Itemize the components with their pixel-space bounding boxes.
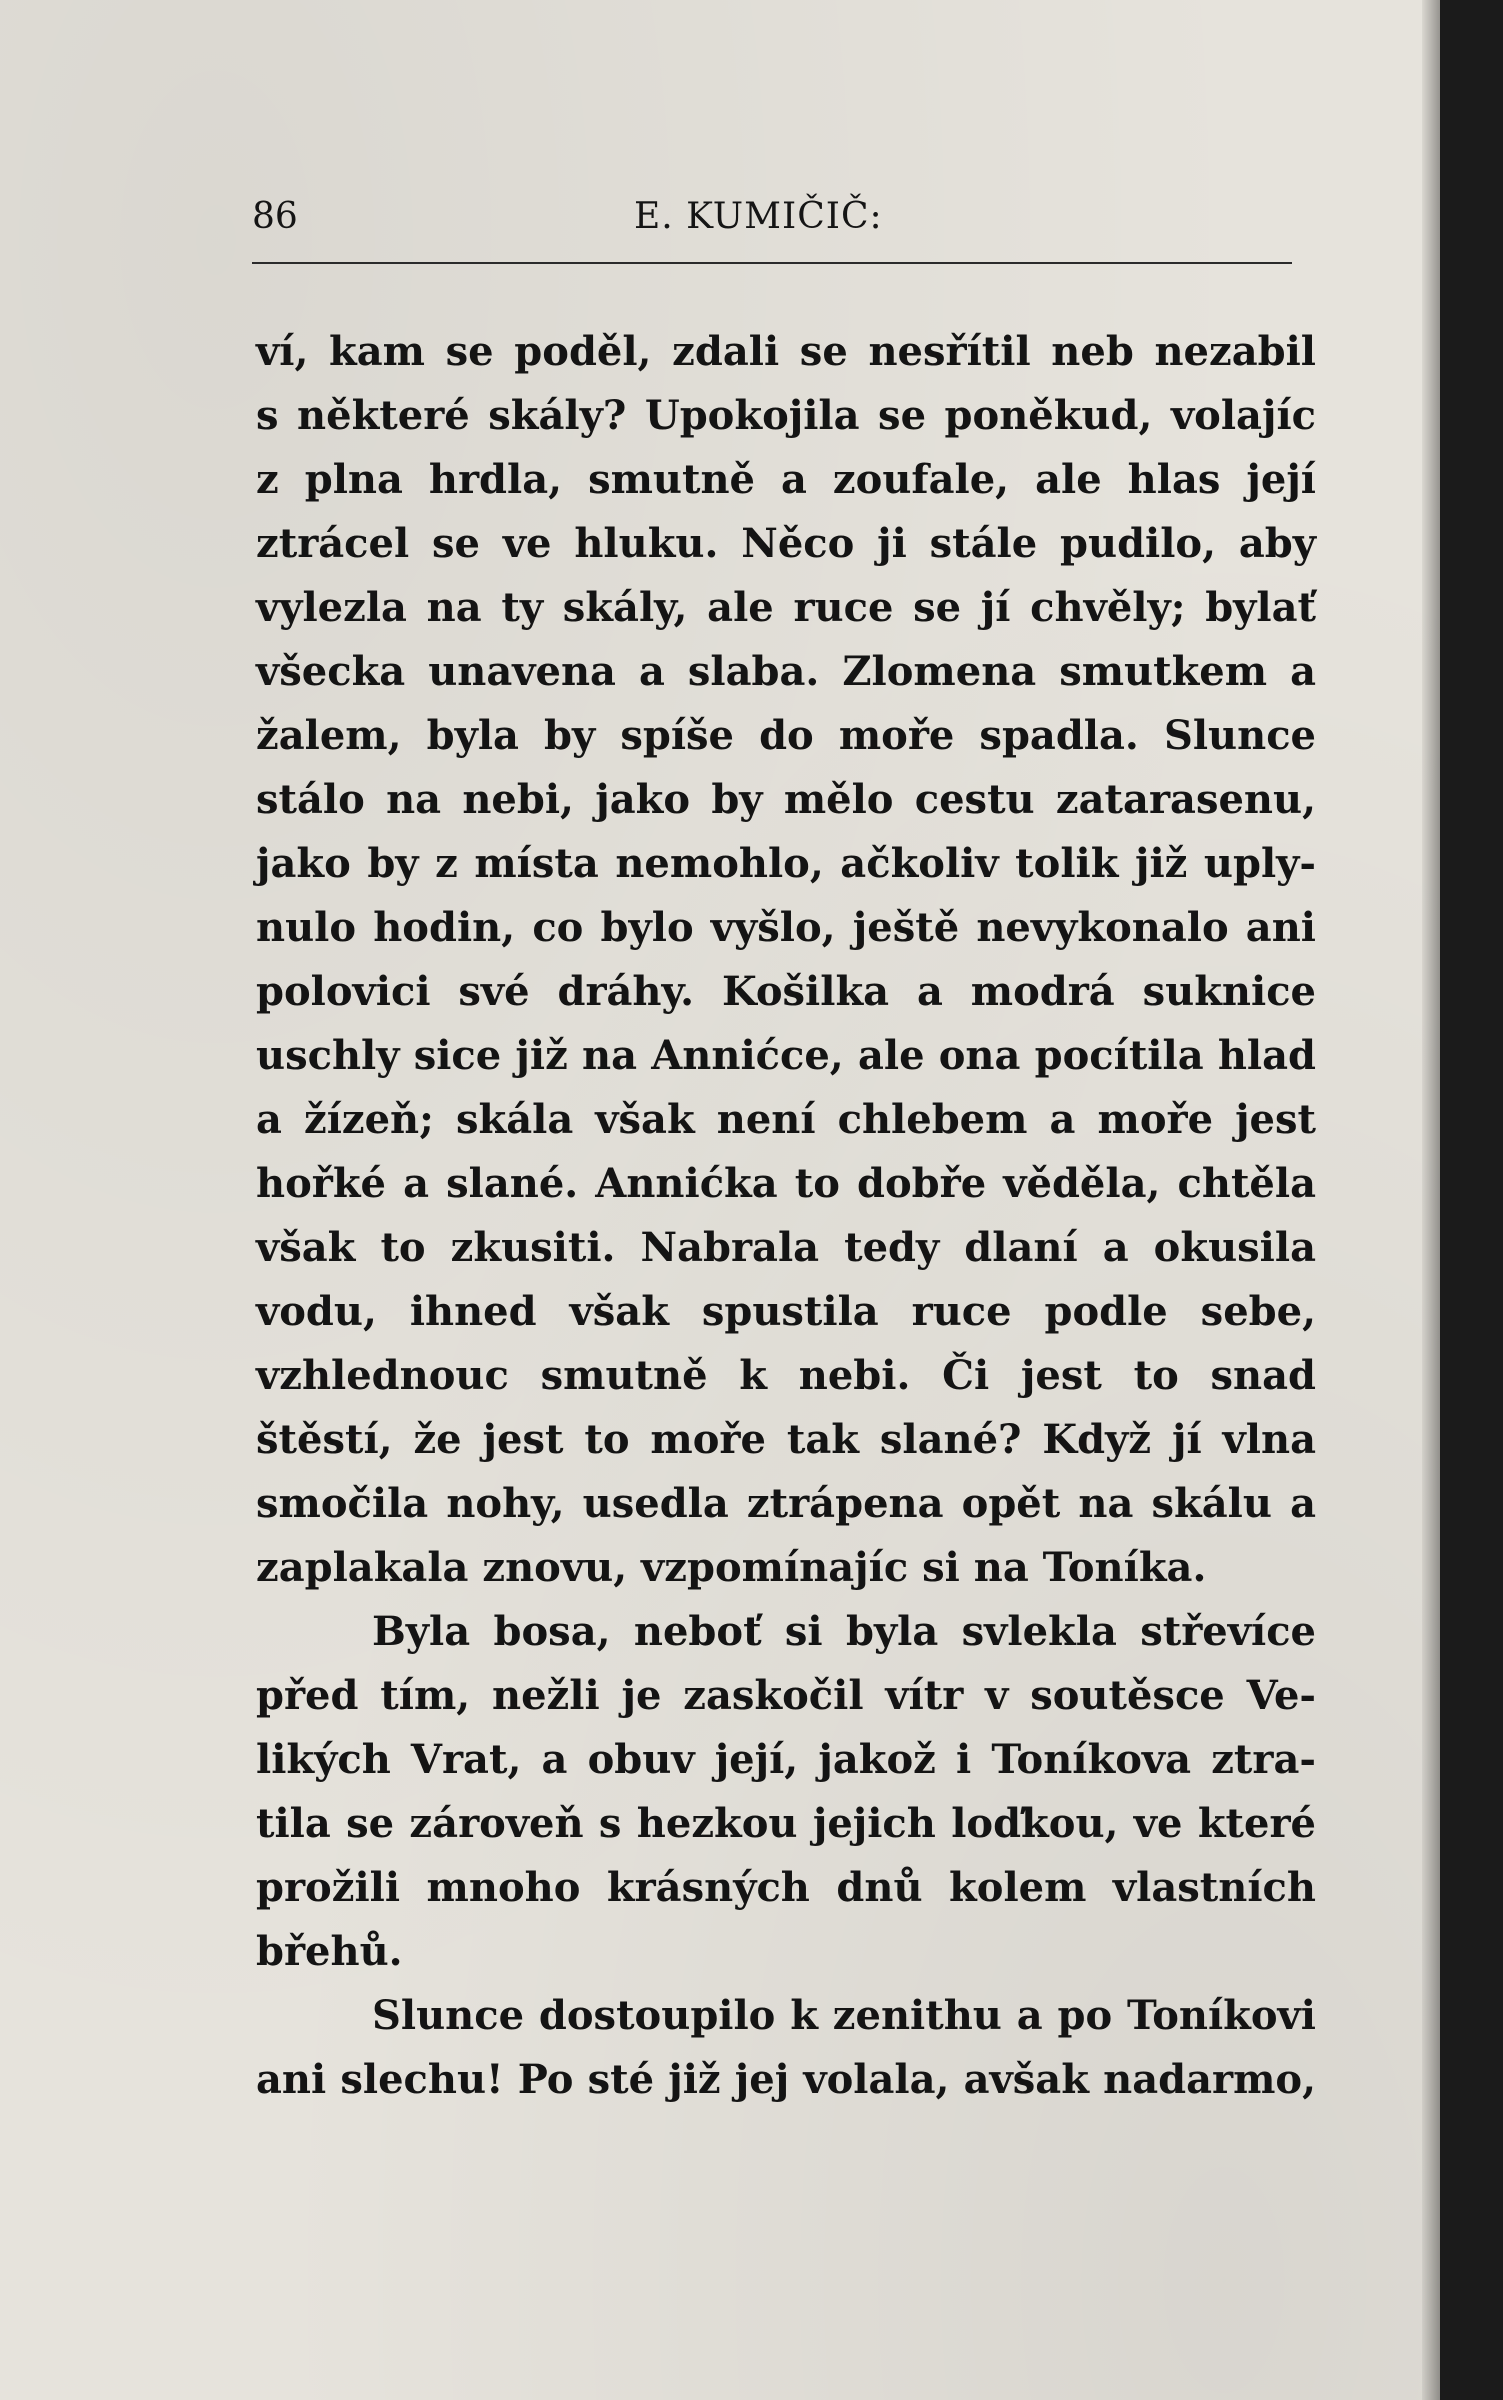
text-line: vodu, ihned však spustila ruce podle sebe,	[256, 1288, 1316, 1335]
text-line: nulo hodin, co bylo vyšlo, ještě nevykonalo ani	[256, 904, 1316, 951]
header-rule	[252, 262, 1292, 264]
text-line: uschly sice již na Annićce, ale ona pocítila hlad	[256, 1032, 1316, 1079]
text-line: stálo na nebi, jako by mělo cestu zatarasenu,	[256, 776, 1316, 823]
text-line: jako by z místa nemohlo, ačkoliv tolik již uply-	[256, 840, 1316, 887]
page-header	[252, 196, 1292, 256]
text-line: vylezla na ty skály, ale ruce se jí chvěly; bylať	[256, 584, 1316, 631]
text-line: štěstí, že jest to moře tak slané? Když jí vlna	[256, 1416, 1316, 1463]
text-line: před tím, nežli je zaskočil vítr v soutěsce Ve-	[256, 1672, 1316, 1719]
page-number: 86	[252, 196, 298, 237]
text-line: ztrácel se ve hluku. Něco ji stále pudilo, aby	[256, 520, 1316, 567]
text-line: likých Vrat, a obuv její, jakož i Toníkova ztra-	[256, 1736, 1316, 1783]
text-line: břehů.	[256, 1928, 403, 1975]
text-line: všecka unavena a slaba. Zlomena smutkem a	[256, 648, 1316, 695]
text-line: polovici své dráhy. Košilka a modrá suknice	[256, 968, 1316, 1015]
text-line-paragraph-start: Byla bosa, neboť si byla svlekla střevíce	[372, 1608, 1316, 1655]
text-line: žalem, byla by spíše do moře spadla. Slunce	[256, 712, 1316, 759]
text-line: ani slechu! Po sté již jej volala, avšak nadarmo,	[256, 2056, 1316, 2103]
body-text	[256, 320, 1316, 2112]
text-line: a žízeň; skála však není chlebem a moře jest	[256, 1096, 1316, 1143]
text-line: však to zkusiti. Nabrala tedy dlaní a okusila	[256, 1224, 1316, 1271]
text-line: tila se zároveň s hezkou jejich loďkou, ve které	[256, 1800, 1316, 1847]
text-line-paragraph-start: Slunce dostoupilo k zenithu a po Toníkovi	[372, 1992, 1316, 2039]
running-head: E. KUMIČIČ:	[634, 196, 883, 237]
text-line: smočila nohy, usedla ztrápena opět na skálu a	[256, 1480, 1316, 1527]
page-edge-shadow	[1422, 0, 1440, 2400]
text-line: ví, kam se poděl, zdali se nesřítil neb nezabil	[256, 328, 1316, 375]
text-line: zaplakala znovu, vzpomínajíc si na Toníka.	[256, 1544, 1207, 1591]
text-line: z plna hrdla, smutně a zoufale, ale hlas její	[256, 456, 1316, 503]
text-line: vzhlednouc smutně k nebi. Či jest to snad	[256, 1352, 1316, 1399]
text-line: prožili mnoho krásných dnů kolem vlastních	[256, 1864, 1316, 1911]
text-line: s některé skály? Upokojila se poněkud, volajíc	[256, 392, 1316, 439]
text-line: hořké a slané. Annićka to dobře věděla, chtěla	[256, 1160, 1316, 1207]
